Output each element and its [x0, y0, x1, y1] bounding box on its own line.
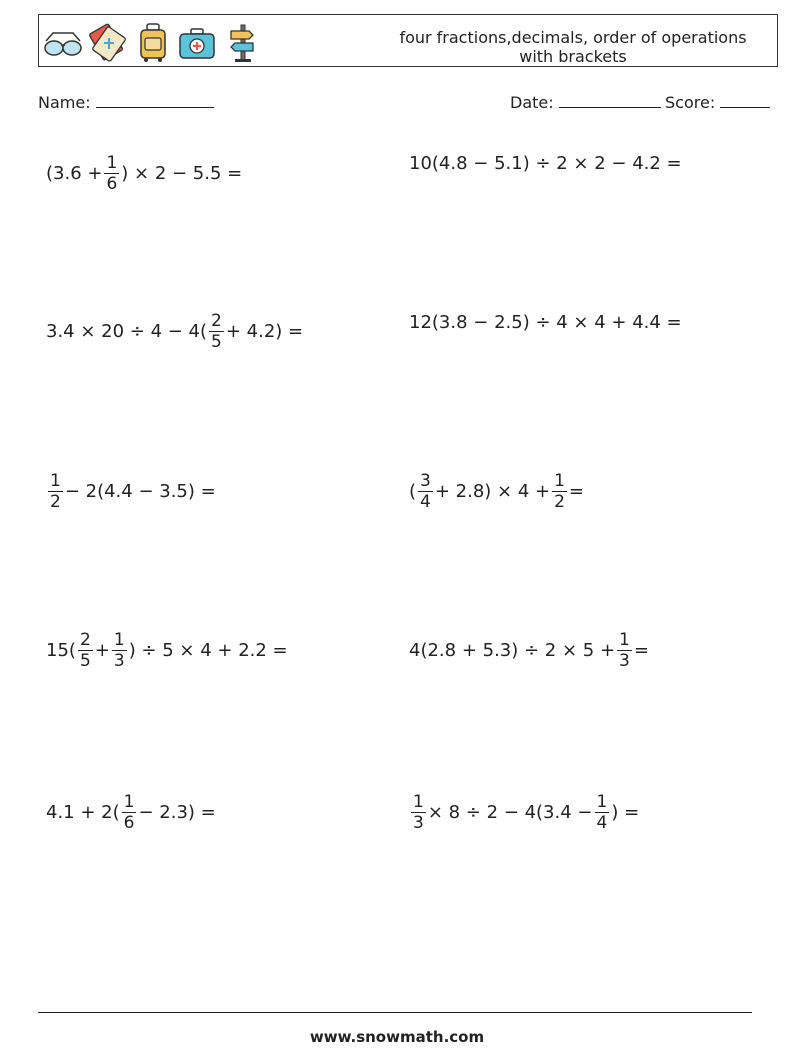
problem-1: (3.6 + $\frac{1}{6}$ ) × 2 − 5.5 =	[46, 152, 243, 194]
score-blank[interactable]	[720, 93, 770, 108]
problem-9: 4.1 + 2( $\frac{1}{6}$ − 2.3) =	[46, 791, 216, 833]
score-label: Score:	[665, 93, 716, 112]
fraction: $\frac{1}{2}$	[50, 470, 61, 512]
worksheet-header	[38, 14, 778, 67]
date-blank[interactable]	[559, 93, 661, 108]
footer-divider	[38, 1012, 752, 1013]
fraction: $\frac{1}{2}$	[554, 470, 565, 512]
name-blank[interactable]	[96, 93, 214, 108]
fraction: $\frac{3}{4}$	[420, 470, 431, 512]
sunglasses-icon	[43, 21, 83, 63]
name-label: Name:	[38, 93, 91, 112]
fraction: $\frac{1}{6}$	[123, 791, 135, 833]
fraction: $\frac{2}{5}$	[79, 629, 91, 671]
plane-ticket-icon	[87, 21, 127, 63]
first-aid-kit-icon	[177, 21, 217, 63]
suitcase-icon	[133, 21, 173, 63]
problem-4: 12(3.8 − 2.5) ÷ 4 × 4 + 4.4 =	[409, 311, 682, 333]
fraction: $\frac{1}{3}$	[619, 629, 630, 671]
problem-5: $\frac{1}{2}$ − 2(4.4 − 3.5) =	[50, 470, 216, 512]
name-field	[38, 93, 214, 112]
date-label: Date:	[510, 93, 554, 112]
footer-website[interactable]: www.snowmath.com	[309, 1028, 485, 1046]
fraction: $\frac{1}{6}$	[106, 152, 118, 194]
fraction: $\frac{1}{3}$	[113, 629, 125, 671]
problem-2: 10(4.8 − 5.1) ÷ 2 × 2 − 4.2 =	[409, 152, 682, 174]
date-field	[510, 93, 661, 112]
problem-7: 15( $\frac{2}{5}$ + $\frac{1}{3}$ ) ÷ 5 × 4 + 2.2 =	[46, 629, 288, 671]
problem-10: $\frac{1}{3}$ × 8 ÷ 2 − 4(3.4 − $\frac{1}{4}$ ) =	[413, 791, 640, 833]
fraction: $\frac{1}{4}$	[596, 791, 608, 833]
problem-8: 4(2.8 + 5.3) ÷ 2 × 5 + $\frac{1}{3}$ =	[409, 629, 649, 671]
problem-6: ( $\frac{3}{4}$ + 2.8) × 4 + $\frac{1}{2}$ =	[409, 470, 585, 512]
fraction: $\frac{2}{5}$	[211, 310, 222, 352]
problem-3: 3.4 × 20 ÷ 4 − 4( $\frac{2}{5}$ + 4.2) =	[46, 310, 304, 352]
score-field	[665, 93, 770, 112]
signpost-icon	[223, 21, 263, 63]
fraction: $\frac{1}{3}$	[413, 791, 424, 833]
worksheet-title: four fractions,decimals, order of operations with brackets	[399, 28, 747, 66]
